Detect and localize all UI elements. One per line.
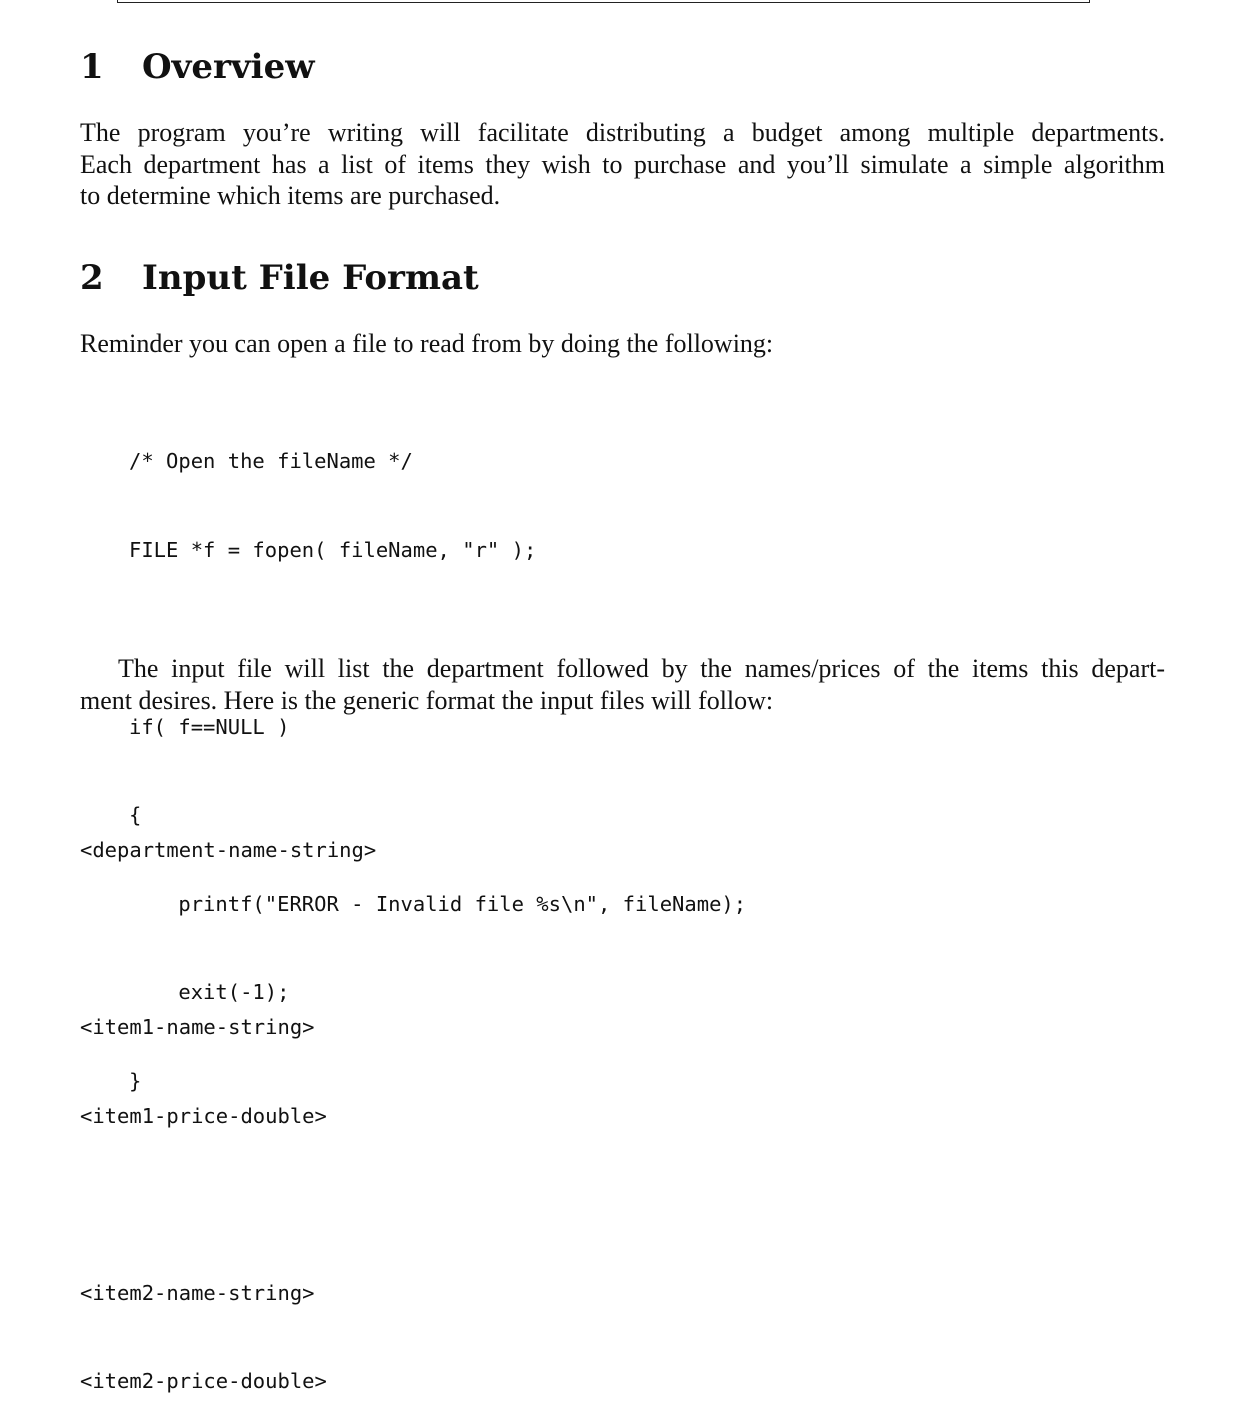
code-line: if( f==NULL ) xyxy=(129,714,290,739)
input-intro-paragraph xyxy=(80,328,1165,360)
top-frame-box xyxy=(117,0,1090,3)
input-intro-line: Reminder you can open a file to read from by doing the following: xyxy=(80,329,774,358)
input-format-line-2: ment desires. Here is the generic format the input files will follow: xyxy=(80,685,774,715)
section-2-title: Input File Format xyxy=(142,258,479,298)
code-line: printf("ERROR - Invalid file %s\n", fileName); xyxy=(129,891,747,916)
format-line: <department-name-string> xyxy=(80,838,377,862)
input-format-line-1: The input file will list the department followed by the names/prices of the items this depart- xyxy=(118,654,1165,683)
input-format-paragraph xyxy=(80,653,1165,716)
overview-line-1: The program you’re writing will facilitate distributing a budget among multiple departments. xyxy=(80,118,1165,147)
format-line: <item1-name-string> xyxy=(80,1015,315,1039)
format-line: <item2-price-double> xyxy=(80,1369,327,1393)
code-line: exit(-1); xyxy=(129,980,290,1004)
code-line: /* Open the fileName */ xyxy=(129,449,413,473)
section-1-heading xyxy=(80,47,315,87)
format-line xyxy=(80,925,376,955)
format-line: <item2-name-string> xyxy=(80,1280,315,1305)
section-2-heading xyxy=(80,258,479,298)
overview-paragraph xyxy=(80,117,1165,212)
section-2-number: 2 xyxy=(80,258,104,298)
code-line: } xyxy=(129,1068,142,1093)
section-1-title: Overview xyxy=(142,47,315,87)
code-line: { xyxy=(129,803,142,827)
overview-line-2: Each department has a list of items they wish to purchase and you’ll simulate a simple algorithm xyxy=(80,149,1165,179)
code-line: FILE *f = fopen( fileName, "r" ); xyxy=(129,537,537,562)
format-line xyxy=(80,1190,376,1220)
input-format-code-block xyxy=(80,777,376,1426)
overview-line-3: to determine which items are purchased. xyxy=(80,181,501,210)
format-line: <item1-price-double> xyxy=(80,1103,327,1128)
code-line xyxy=(129,624,746,654)
section-1-number: 1 xyxy=(80,47,104,87)
